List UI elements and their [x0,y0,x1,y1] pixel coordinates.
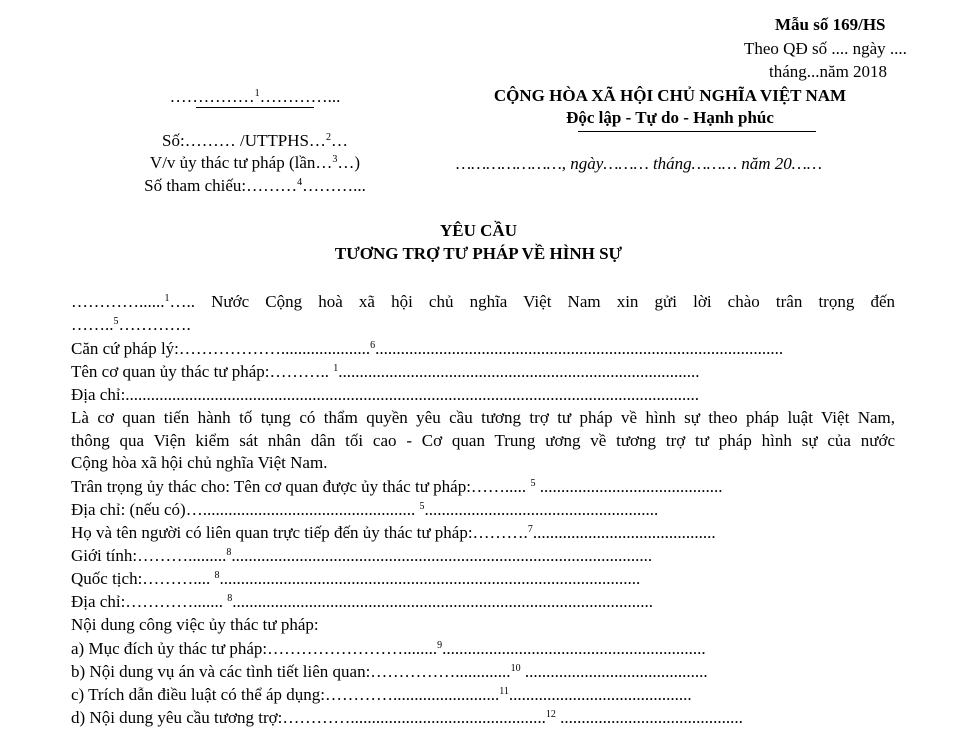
form-line-law-citation [71,684,692,706]
form-line-text: Căn cứ pháp lý:………………..................... [71,339,371,358]
form-line-legal-basis [71,338,783,360]
document-subtitle: TƯƠNG TRỢ TƯ PHÁP VỀ HÌNH SỰ [334,244,623,263]
footnote-marker: 5 [530,478,536,489]
form-line-text: c) Trích dẫn điều luật có thể áp dụng:…………......................... [71,685,500,704]
form-line-address-3 [71,591,653,613]
footnote-marker: 6 [370,340,376,351]
nation-heading: CỘNG HÒA XÃ HỘI CHỦ NGHĨA VIỆT NAM [493,86,847,105]
form-line-text: ........................................... [555,708,743,727]
footnote-marker: 8 [226,547,232,558]
form-line-text: Địa chỉ:…………....... [71,592,228,611]
form-line-text: Tên cơ quan ủy thác tư pháp:……….. [71,362,334,381]
footnote-marker: 8 [227,593,233,604]
form-line-text: ........................................... [508,685,692,704]
motto-underline [578,131,816,132]
form-line-case-content [71,661,708,683]
footnote-marker: 11 [499,686,509,697]
form-line-assistance-request [71,707,743,729]
footnote-marker: 1 [333,363,339,374]
form-line-text: Họ và tên người có liên quan trực tiếp đến ủy thác tư pháp:………. [71,523,528,542]
reference-number: Số tham chiếu:………$^4$………... [144,176,366,195]
form-line-intro-2 [71,314,191,336]
place-date-line: …………………, ngày……… tháng……… năm 20…… [456,154,823,173]
form-line-text: Địa chỉ:....................................................................................................................................... [71,385,700,404]
footnote-marker: 1 [164,293,170,304]
footnote-marker: 12 [545,709,556,720]
form-line-text: ................................................................................................... [231,546,653,565]
form-line-text: ..................................................................................... [338,362,700,381]
form-line-statement-2 [71,430,895,452]
footnote-marker: 5 [113,316,119,327]
form-line-text: ................................................................................................... [219,569,641,588]
decision-reference: Theo QĐ số .... ngày .... [744,39,907,58]
form-line-text: ................................................................................................ [375,339,784,358]
decision-date: tháng...năm 2018 [769,62,888,81]
form-line-statement-3 [71,452,327,474]
footnote-marker: 5 [419,501,425,512]
document-title: YÊU CẦU [440,221,517,240]
agency-underline [196,107,314,108]
footnote-marker: 9 [437,640,443,651]
issuing-agency: ……………$^1$…………... [169,87,341,106]
form-line-text: b) Nội dung vụ án và các tình tiết liên quan:……………............. [71,662,511,681]
form-line-text: a) Mục đích ủy thác tư pháp:……………………........ [71,639,438,658]
form-line-text: ....................................................... [424,500,659,519]
form-line-text: Là cơ quan tiến hành tố tụng có thẩm quyền yêu cầu tương trợ tư pháp về hình sự theo pháp luật Việt Nam, [71,408,895,427]
form-line-statement-1 [71,407,895,429]
form-line-text: Quốc tịch:……….... [71,569,215,588]
form-number: Mẫu số 169/HS [775,15,886,34]
form-line-purpose [71,638,706,660]
form-line-text: .............................................................. [442,639,706,658]
form-line-text: Nội dung công việc ủy thác tư pháp: [71,615,319,634]
footnote-marker: 8 [214,570,220,581]
document-number: Số:……… /UTTPHS…$^2$… [162,131,348,150]
national-motto: Độc lập - Tự do - Hạnh phúc [566,108,774,127]
form-line-address-2 [71,499,658,521]
form-line-requesting-agency [71,361,700,383]
form-line-text: Trân trọng ủy thác cho: Tên cơ quan được ủy thác tư pháp:……..... [71,477,531,496]
form-line-text: …………...... [71,292,165,311]
form-line-text: thông qua Viện kiểm sát nhân dân tối cao - Cơ quan Trung ương về tương trợ tư pháp hình sự của nước [71,431,895,450]
form-line-intro-1 [71,291,895,313]
form-line-text: Giới tính:………......... [71,546,227,565]
form-line-gender [71,545,652,567]
footnote-marker: 10 [510,663,521,674]
form-line-text: ................................................................................................... [232,592,654,611]
form-line-text: ........................................... [520,662,708,681]
footnote-marker: 7 [527,524,533,535]
form-line-text: …….. [71,315,114,334]
form-line-text: Cộng hòa xã hội chủ nghĩa Việt Nam. [71,453,328,472]
form-line-entrusted-agency [71,476,722,498]
form-line-related-person [71,522,716,544]
form-line-nationality [71,568,640,590]
form-line-text: ........................................... [535,477,723,496]
form-line-text: …………. [118,315,191,334]
form-line-text: d) Nội dung yêu cầu tương trợ:………….............................................. [71,708,546,727]
form-line-text: Địa chỉ: (nếu có)….................................................. [71,500,420,519]
form-line-text: ........................................... [532,523,716,542]
form-line-work-content [71,614,319,636]
form-line-address-1 [71,384,699,406]
form-line-text: ….. Nước Cộng hoà xã hội chủ nghĩa Việt Nam xin gửi lời chào trân trọng đến [169,292,895,311]
subject-line: V/v ủy thác tư pháp (lần…$^3$…) [149,153,361,172]
